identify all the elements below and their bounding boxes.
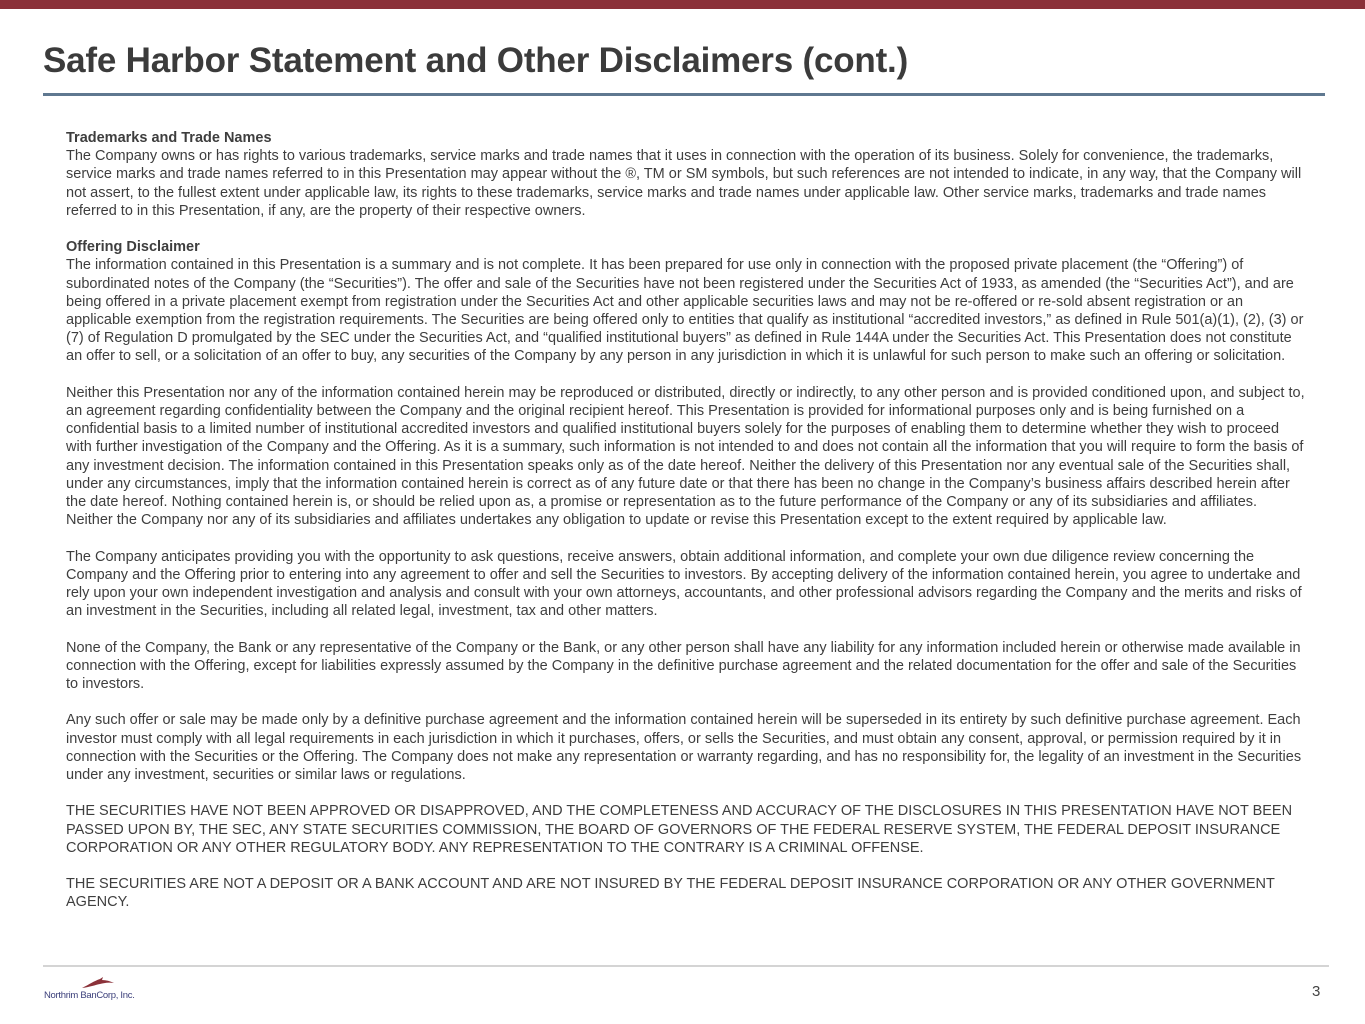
page-number: 3 — [1312, 983, 1321, 1000]
trademarks-paragraph: The Company owns or has rights to various trademarks, service marks and trade names that it uses in connection with the operation of its business. Solely for convenience, the trademarks, service marks and trade names referred to in this Presentation may appear without the ®, TM or SM symbols, but such references are not intended to indicate, in any way, that the Company will not assert, to the fullest extent under applicable law, its rights to these trademarks, service marks and trade names under applicable law. Other service marks, trademarks and trade names referred to in this Presentation, if any, are the property of their respective owners. — [66, 148, 1302, 219]
offering-paragraph-4: None of the Company, the Bank or any representative of the Company or the Bank, or any other person shall have any liability for any information included herein or otherwise made available in connection with the Offering, except for liabilities expressly assumed by the Company in the definitive purchase agreement and the related documentation for the offer and sale of the Securities to investors. — [66, 639, 1301, 693]
offering-paragraph-5: Any such offer or sale may be made only by a definitive purchase agreement and the information contained herein will be superseded in its entirety by such definitive purchase agreement. Each investor must comply with all legal requirements in each jurisdiction in which it purchases, offers, or sells the Securities, and must obtain any consent, approval, or permission required by it in connection with the Securities or the Offering. The Company does not make any representation or warranty regarding, and has no responsibility for, the legality of an investment in the Securities under any investment, securities or similar laws or regulations. — [66, 712, 1302, 784]
page-title: Safe Harbor Statement and Other Disclaimers (cont.) — [43, 41, 909, 80]
offering-paragraph-1: The information contained in this Presentation is a summary and is not complete. It has been prepared for use only in connection with the proposed private placement (the “Offering”) of subordinated notes of the Company (the “Securities”). The offer and sale of the Securities have not been registered under the Securities Act of 1933, as amended (the “Securities Act”), and are being offered in a private placement exempt from registration under the Securities Act and other applicable securities laws and may not be re-offered or re-sold absent registration or an applicable exemption from the registration requirements. The Securities are being offered only to entities that qualify as institutional “accredited investors,” as defined in Rule 501(a)(1), (2), (3) or (7) of Regulation D promulgated by the SEC under the Securities Act, and “qualified institutional buyers” as defined in Rule 144A under the Securities Act. This Presentation does not constitute an offer to sell, or a solicitation of an offer to buy, any securities of the Company by any person in any jurisdiction in which it is unlawful for such person to make such an offering or solicitation. — [66, 257, 1304, 365]
section-heading-offering: Offering Disclaimer — [66, 239, 200, 256]
offering-paragraph-6: THE SECURITIES HAVE NOT BEEN APPROVED OR DISAPPROVED, AND THE COMPLETENESS AND ACCURACY OF THE DISCLOSURES IN THIS PRESENTATION HAVE NOT BEEN PASSED UPON BY, THE SEC, ANY STATE SECURITIES COMMISSION, THE BOARD OF GOVERNORS OF THE FEDERAL RESERVE SYSTEM, THE FEDERAL DEPOSIT INSURANCE CORPORATION OR ANY OTHER REGULATORY BODY. ANY REPRESENTATION TO THE CONTRARY IS A CRIMINAL OFFENSE. — [66, 803, 1293, 856]
company-logo — [44, 976, 154, 1004]
offering-paragraph-2: Neither this Presentation nor any of the information contained herein may be reproduced or distributed, directly or indirectly, to any other person and is provided conditioned upon, and subject to, an agreement regarding confidentiality between the Company and the original recipient hereof. This Presentation is provided for informational purposes only and is being furnished on a confidential basis to a limited number of institutional accredited investors and qualified institutional buyers solely for the purposes of enabling them to determine whether they wish to proceed with further investigation of the Company and the Offering. As it is a summary, such information is not intended to and does not contain all the information that you will require to form the basis of any investment decision. The information contained in this Presentation speaks only as of the date hereof. Neither the delivery of this Presentation nor any eventual sale of the Securities shall, under any circumstances, imply that the information contained herein is correct as of any future date or that there has been no change in the Company’s business affairs described herein after the date hereof. Nothing contained herein is, or should be relied upon as, a promise or representation as to the future performance of the Company or any of its subsidiaries and affiliates. Neither the Company nor any of its subsidiaries and affiliates undertakes any obligation to update or revise this Presentation except to the extent required by applicable law. — [66, 384, 1305, 529]
logo-wordmark: Northrim BanCorp, Inc. — [44, 990, 135, 1001]
footer-divider — [43, 965, 1329, 967]
offering-paragraph-7: THE SECURITIES ARE NOT A DEPOSIT OR A BANK ACCOUNT AND ARE NOT INSURED BY THE FEDERAL DEPOSIT INSURANCE CORPORATION OR ANY OTHER GOVERNMENT AGENCY. — [66, 876, 1275, 911]
section-trademarks — [66, 129, 1306, 220]
offering-paragraph-3: The Company anticipates providing you with the opportunity to ask questions, receive answers, obtain additional information, and complete your own due diligence review concerning the Company and the Offering prior to entering into any agreement to offer and sell the Securities to investors. By accepting delivery of the information contained herein, you agree to undertake and rely upon your own independent investigation and analysis and consult with your own attorneys, accountants, and other professional advisors regarding the Company and the merits and risks of an investment in the Securities, including all related legal, investment, tax and other matters. — [66, 548, 1302, 620]
section-heading-trademarks: Trademarks and Trade Names — [66, 130, 272, 146]
top-accent-bar — [0, 0, 1365, 9]
title-divider — [43, 93, 1325, 96]
disclaimer-body — [66, 129, 1306, 930]
section-offering-disclaimer — [66, 238, 1306, 911]
bird-logo-icon — [68, 976, 118, 990]
